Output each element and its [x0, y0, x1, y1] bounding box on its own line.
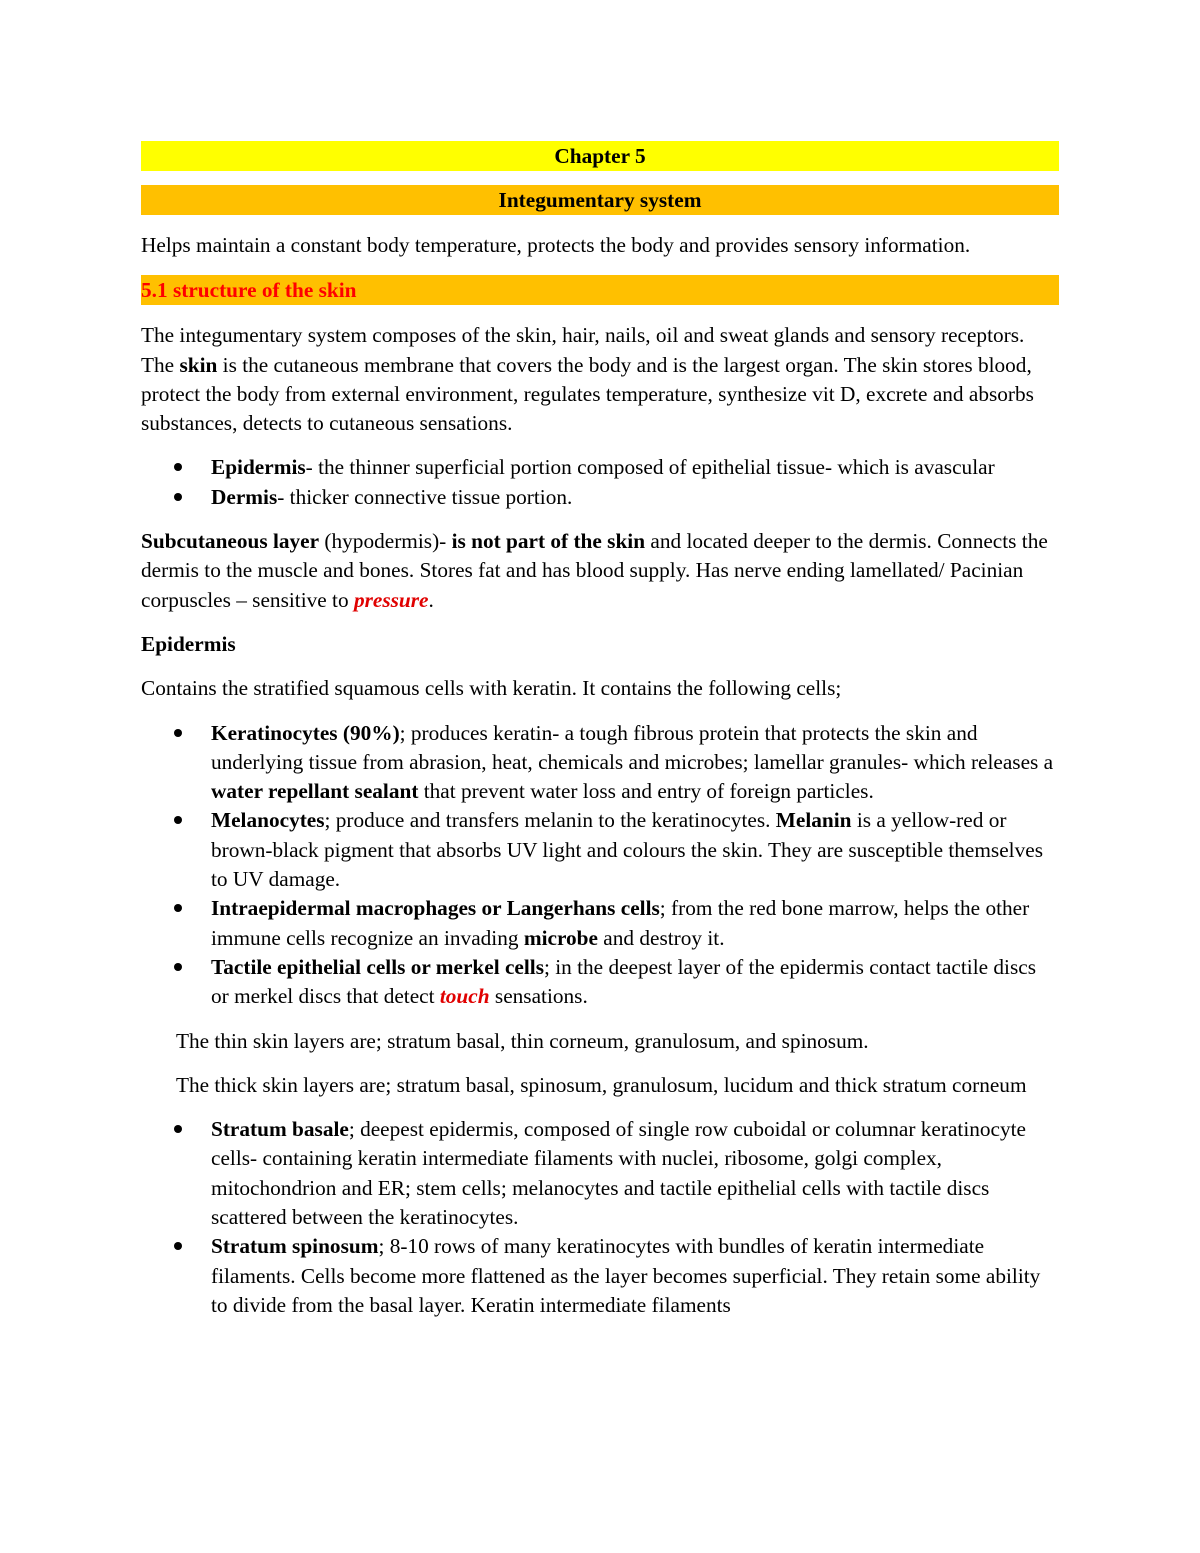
bullet-icon	[174, 816, 182, 824]
bold-term: Keratinocytes (90%)	[211, 720, 400, 745]
bullet-icon	[174, 493, 182, 501]
bold-term: is not part of the skin	[451, 529, 646, 554]
thick-layers-paragraph: The thick skin layers are; stratum basal, spinosum, granulosum, lucidum and thick stratum corneum	[176, 1072, 1027, 1097]
intro-paragraph: Helps maintain a constant body temperature, protects the body and provides sensory information.	[141, 233, 971, 257]
text-run: - thicker connective tissue portion.	[277, 484, 573, 509]
text-run: ; from the red bone marrow, helps the other immune cells recognize an invading	[211, 896, 1030, 950]
emphasis-pressure: pressure	[353, 587, 429, 612]
text-run: ; in the deepest layer of the epidermis contact tactile discs or merkel discs that detect	[211, 954, 1036, 1009]
text-run: is the cutaneous membrane that covers the body and is the largest organ. The skin stores blood, protect the body from external environment, regulates temperature, synthesize vit D, excrete and absorbs substances, detects to cutaneous sensations.	[141, 352, 1034, 436]
text-run: sensations.	[489, 984, 588, 1009]
section-heading: 5.1 structure of the skin	[141, 275, 1059, 305]
list-item	[141, 1232, 1059, 1320]
bold-term: Tactile epithelial cells or merkel cells	[211, 954, 544, 979]
bold-term: Stratum basale	[211, 1117, 349, 1142]
subcutaneous-paragraph	[141, 527, 1059, 615]
text-run: - the thinner superficial portion composed of epithelial tissue- which is avascular	[305, 455, 995, 480]
bullet-icon	[174, 729, 182, 737]
list-item	[141, 719, 1059, 807]
text-run: is a yellow-red or brown-black pigment that absorbs UV light and colours the skin. They are susceptible themselves to UV damage.	[211, 808, 1043, 892]
skin-layers-list	[141, 453, 1059, 512]
bullet-icon	[174, 963, 182, 971]
bold-term: Epidermis	[211, 455, 306, 480]
emphasis-touch: touch	[439, 984, 490, 1009]
thin-layers-paragraph: The thin skin layers are; stratum basal, thin corneum, granulosum, and spinosum.	[176, 1028, 869, 1053]
bullet-icon	[174, 1242, 182, 1250]
text-run: and located deeper to the dermis. Connects the dermis to the muscle and bones. Stores fat and has blood supply. Has nerve ending lamellated/ Pacinian corpuscles – sensitive to	[141, 529, 1048, 612]
text-run: ; deepest epidermis, composed of single row cuboidal or columnar keratinocyte cells- containing keratin intermediate filaments with nuclei, ribosome, golgi complex, mitochondrion and ER; stem cells; melanocytes and tactile epithelial cells with tactile discs scattered between the keratinocytes.	[211, 1117, 1026, 1230]
bullet-icon	[174, 904, 182, 912]
epidermis-intro: Contains the stratified squamous cells with keratin. It contains the following cells;	[141, 676, 842, 701]
text-run: and destroy it.	[597, 925, 725, 950]
bold-term: Melanocytes	[211, 808, 325, 833]
bold-term: Melanin	[775, 808, 852, 833]
bold-term-skin: skin	[179, 352, 218, 377]
text-run: (hypodermis)-	[319, 529, 452, 554]
document-content	[141, 141, 1059, 1335]
text-run: The integumentary system composes of the skin, hair, nails, oil and sweat glands and sensory receptors. The	[141, 323, 1025, 377]
list-item	[141, 483, 1059, 512]
bold-term: Stratum spinosum	[211, 1234, 379, 1259]
list-item	[141, 1115, 1059, 1232]
bold-term: Intraepidermal macrophages or Langerhans cells	[211, 896, 660, 921]
skin-paragraph	[141, 321, 1059, 438]
epidermis-cells-list	[141, 719, 1059, 1012]
text-run: .	[428, 587, 434, 612]
bold-term: water repellant sealant	[211, 779, 419, 804]
bullet-icon	[174, 463, 182, 471]
text-run: ; produce and transfers melanin to the keratinocytes.	[324, 808, 776, 833]
text-run: that prevent water loss and entry of foreign particles.	[418, 779, 874, 804]
bold-term: Dermis	[211, 484, 278, 509]
epidermis-heading: Epidermis	[141, 631, 236, 656]
bold-term: microbe	[523, 925, 598, 950]
list-item	[141, 894, 1059, 953]
list-item	[141, 953, 1059, 1012]
bullet-icon	[174, 1125, 182, 1133]
list-item	[141, 453, 1059, 482]
chapter-title: Chapter 5	[141, 141, 1059, 171]
strata-list	[141, 1115, 1059, 1320]
text-run: ; produces keratin- a tough fibrous protein that protects the skin and underlying tissue from abrasion, heat, chemicals and microbes; lamellar granules- which releases a	[211, 720, 1054, 774]
system-title: Integumentary system	[141, 185, 1059, 215]
text-run: ; 8-10 rows of many keratinocytes with bundles of keratin intermediate filaments. Cells become more flattened as the layer becomes superficial. They retain some ability to divide from the basal layer. Keratin intermediate filaments	[211, 1234, 1041, 1317]
list-item	[141, 806, 1059, 894]
bold-term: Subcutaneous layer	[141, 529, 320, 554]
